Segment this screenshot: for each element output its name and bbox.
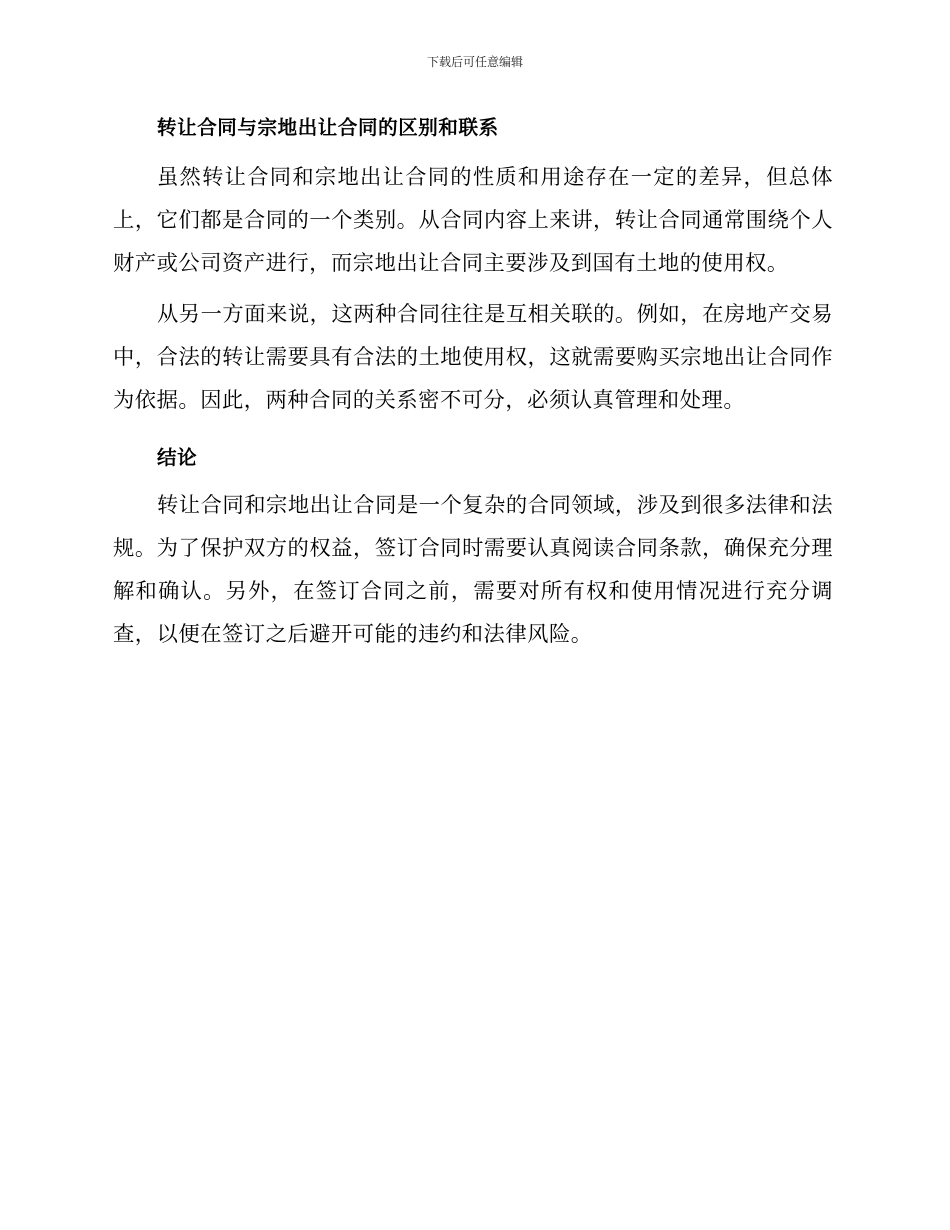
section-heading-relationship: 转让合同与宗地出让合同的区别和联系	[157, 116, 499, 139]
header-note: 下载后可任意编辑	[426, 55, 523, 69]
section-heading-conclusion: 结论	[157, 446, 198, 469]
paragraph-differences: 虽然转让合同和宗地出让合同的性质和用途存在一定的差异，但总体上，它们都是合同的一个类别。从合同内容上来讲，转让合同通常围绕个人财产或公司资产进行，而宗地出让合同主要涉及到国有土地的使用权。	[113, 165, 833, 276]
paragraph-connections: 从另一方面来说，这两种合同往往是互相关联的。例如，在房地产交易中，合法的转让需要具有合法的土地使用权，这就需要购买宗地出让合同作为依据。因此，两种合同的关系密不可分，必须认真管理和处理。	[113, 302, 833, 413]
document-body	[113, 110, 833, 656]
paragraph-conclusion: 转让合同和宗地出让合同是一个复杂的合同领域，涉及到很多法律和法规。为了保护双方的权益，签订合同时需要认真阅读合同条款，确保充分理解和确认。另外，在签订合同之前，需要对所有权和使用情况进行充分调查，以便在签订之后避开可能的违约和法律风险。	[113, 493, 833, 647]
